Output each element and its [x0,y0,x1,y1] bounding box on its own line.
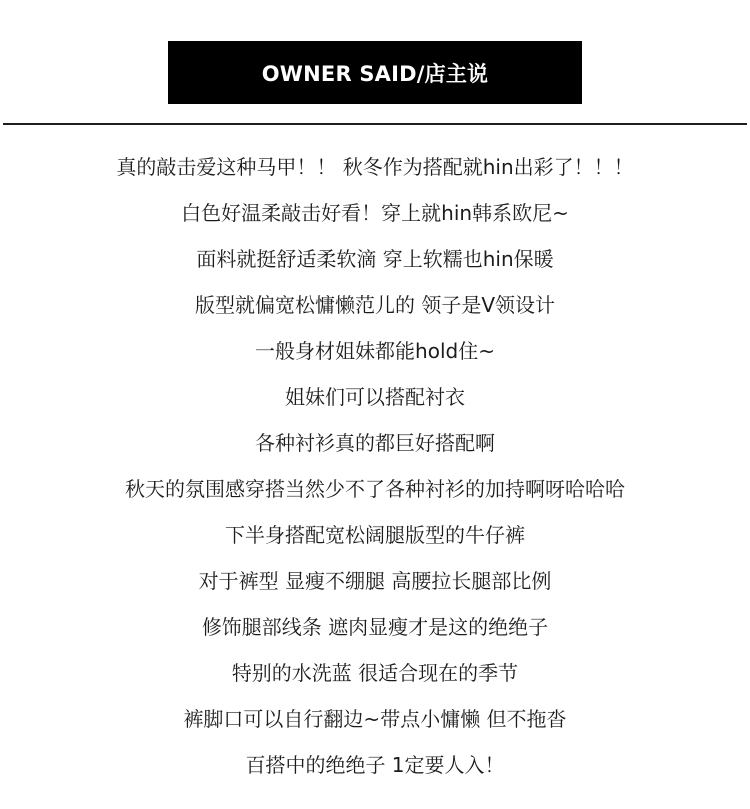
text-line: 特别的水洗蓝 很适合现在的季节 [231,661,519,685]
divider [3,123,747,125]
text-line: 下半身搭配宽松阔腿版型的牛仔裤 [225,523,525,547]
text-line: 真的敲击爱这种马甲！！ 秋冬作为搭配就hin出彩了！！！ [116,155,634,179]
page-title: OWNER SAID/店主说 [261,61,489,86]
description-text-block [0,144,750,788]
text-line: 对于裤型 显瘦不绷腿 高腰拉长腿部比例 [198,569,552,593]
text-line: 姐妹们可以搭配衬衣 [285,385,465,409]
text-line: 修饰腿部线条 遮肉显瘦才是这的绝绝子 [201,615,549,639]
text-line: 裤脚口可以自行翻边~带点小慵懒 但不拖沓 [183,707,567,731]
text-line: 版型就偏宽松慵懒范儿的 领子是V领设计 [194,293,556,317]
text-line: 各种衬衫真的都巨好搭配啊 [255,431,495,455]
text-line: 白色好温柔敲击好看！穿上就hin韩系欧尼~ [181,201,569,225]
title-banner [168,41,582,104]
text-line: 一般身材姐妹都能hold住~ [255,339,495,363]
text-line: 秋天的氛围感穿搭当然少不了各种衬衫的加持啊呀哈哈哈 [125,477,625,501]
text-line: 百搭中的绝绝子 1定要人入！ [245,753,505,777]
text-line: 面料就挺舒适柔软滴 穿上软糯也hin保暖 [196,247,554,271]
